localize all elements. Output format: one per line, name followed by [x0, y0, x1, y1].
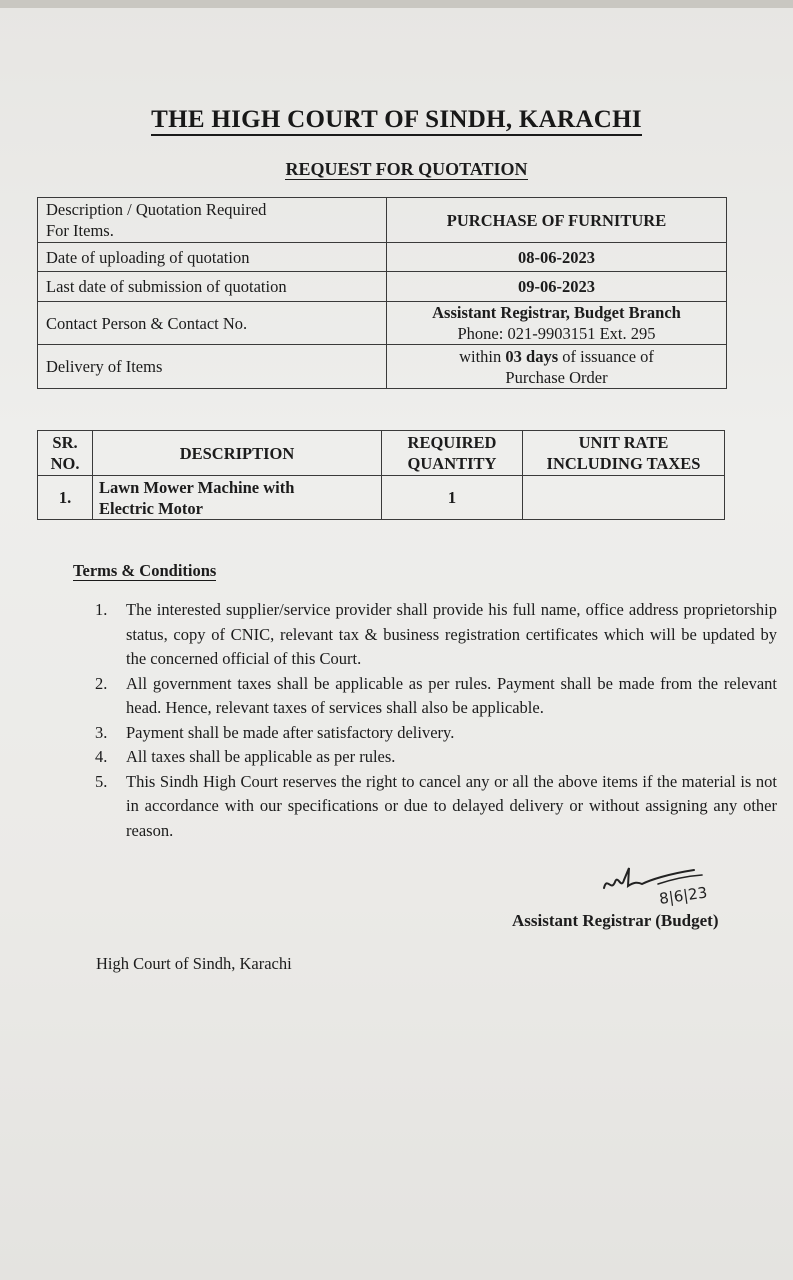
item-quantity: 1 — [382, 476, 523, 520]
table-header-row — [38, 431, 725, 476]
info-label: Description / Quotation Required For Items. — [38, 198, 387, 243]
item-unit-rate — [523, 476, 725, 520]
item-sr: 1. — [38, 476, 93, 520]
list-item: 1. The interested supplier/service provider shall provide his full name, office address proprietorship status, copy of CNIC, relevant tax & business registration certificates which will be updated by the concerned official of this Court. — [95, 600, 777, 668]
info-value: 08-06-2023 — [387, 243, 727, 272]
table-row — [38, 272, 727, 302]
items-table — [37, 430, 725, 520]
table-row — [38, 198, 727, 243]
info-label: Contact Person & Contact No. — [38, 302, 387, 345]
info-value: Assistant Registrar, Budget Branch Phone: 021-9903151 Ext. 295 — [387, 302, 727, 345]
table-row — [38, 345, 727, 389]
footer-office: High Court of Sindh, Karachi — [96, 954, 292, 973]
signatory-designation: Assistant Registrar (Budget) — [512, 911, 719, 930]
quotation-info-table — [37, 197, 727, 389]
header-description: DESCRIPTION — [93, 431, 382, 476]
header-required-quantity: REQUIRED QUANTITY — [382, 431, 523, 476]
info-label: Date of uploading of quotation — [38, 243, 387, 272]
list-item: 5. This Sindh High Court reserves the right to cancel any or all the above items if the material is not in accordance with our specifications or due to delayed delivery or without assigning any other reason. — [95, 771, 777, 840]
signature-date: 8|6|23 — [658, 883, 709, 908]
list-item: 4. All taxes shall be applicable as per rules. — [95, 747, 396, 766]
header-sr-no: SR. NO. — [38, 431, 93, 476]
table-row — [38, 243, 727, 272]
list-item: 3. Payment shall be made after satisfactory delivery. — [95, 722, 455, 742]
info-label: Last date of submission of quotation — [38, 272, 387, 302]
info-value: within 03 days of issuance of Purchase Order — [387, 345, 727, 389]
header-unit-rate: UNIT RATE INCLUDING TAXES — [523, 431, 725, 476]
item-description: Lawn Mower Machine with Electric Motor — [93, 476, 382, 520]
info-label: Delivery of Items — [38, 345, 387, 389]
terms-list — [95, 598, 777, 843]
terms-heading: Terms & Conditions — [73, 561, 217, 580]
page-title: THE HIGH COURT OF SINDH, KARACHI — [0, 106, 793, 134]
info-value: PURCHASE OF FURNITURE — [387, 198, 727, 243]
paper-top-edge — [0, 0, 793, 8]
table-row — [38, 476, 725, 520]
table-row — [38, 302, 727, 345]
list-item: 2. All government taxes shall be applicable as per rules. Payment shall be made from the relevant head. Hence, relevant taxes of services shall also be applicable. — [95, 673, 777, 717]
info-value: 09-06-2023 — [387, 272, 727, 302]
document-subtitle: REQUEST FOR QUOTATION — [285, 159, 528, 179]
handwritten-signature — [598, 862, 738, 912]
